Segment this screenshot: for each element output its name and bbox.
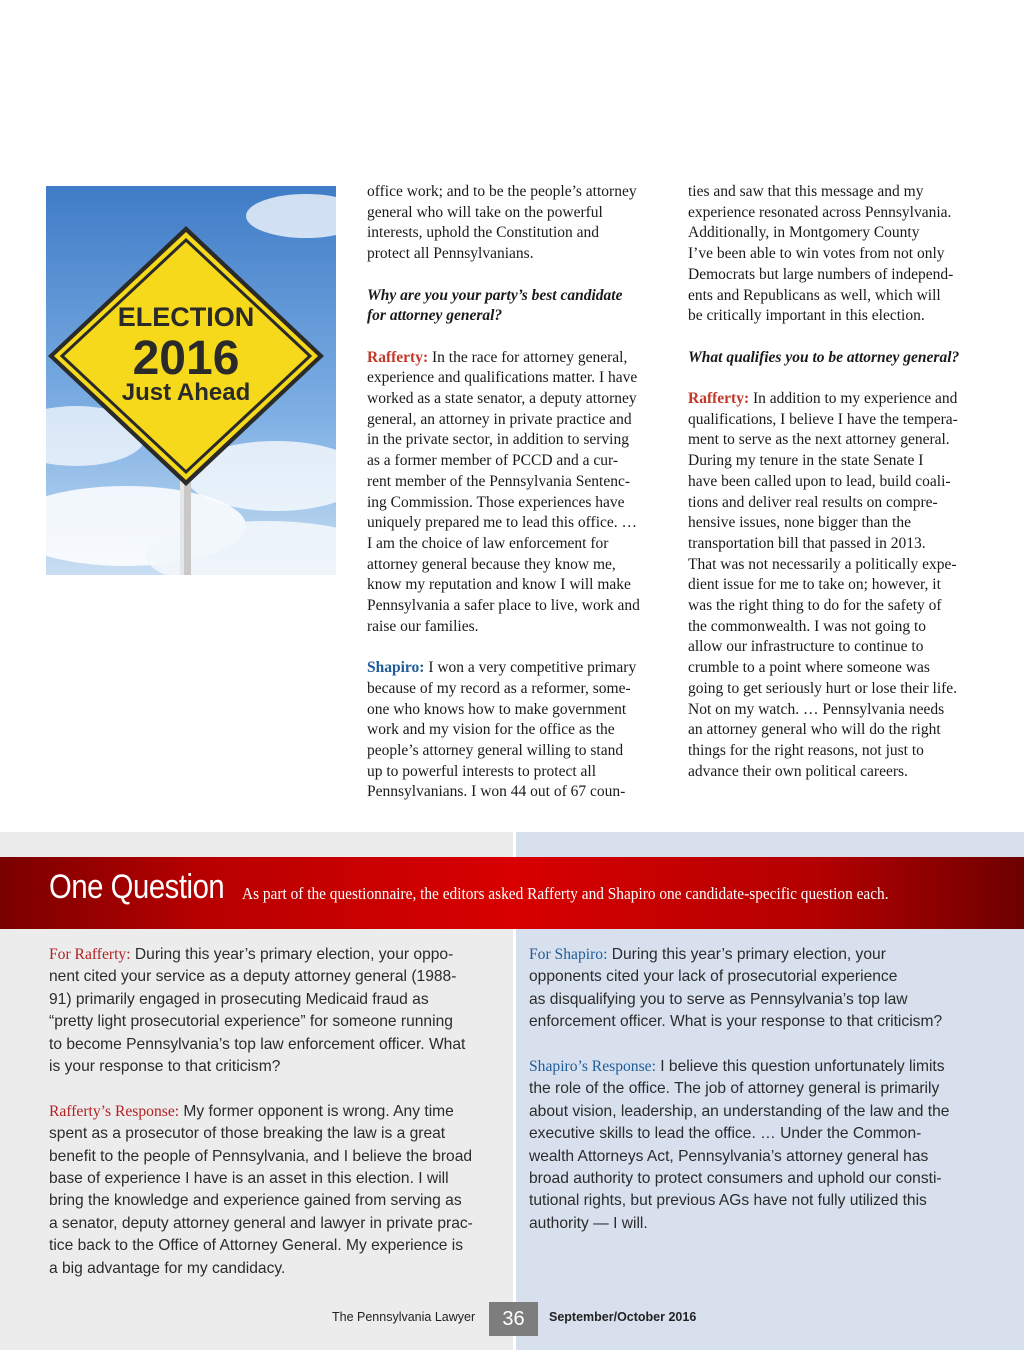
publication-name: The Pennsylvania Lawyer <box>332 1310 476 1324</box>
speaker-rafferty: Rafferty: <box>688 390 750 407</box>
label-for-rafferty: For Rafferty: <box>49 946 131 963</box>
shapiro-question: For Shapiro: During this year’s primary election, your opponents cited your lack of prosecutorial experience as disqualifying you to serve as Pennsylvania’s top law enforcement officer. What is your response to that criticism? <box>529 946 943 1031</box>
question: Why are you your party’s best candidate for attorney general? <box>367 286 623 325</box>
paragraph: office work; and to be the people’s attorney general who will take on the powerful interests, uphold the Constitution and protect all Pennsylvanians. <box>367 183 637 263</box>
rafferty-response: Rafferty’s Response: My former opponent is wrong. Any time spent as a prosecutor of those breaking the law is a great benefit to the people of Pennsylvania, and I believe the broad base of experience I have is an asset in this election. I will bring the knowledge and experience gained from serving as a senator, deputy attorney general and lawyer in private prac- tice back to the Office of Attorney General. My experience is a big advantage for my candidacy. <box>49 1102 473 1277</box>
article-column-2 <box>688 182 988 803</box>
rafferty-question-box <box>49 944 504 1302</box>
rafferty-answer: Rafferty: In addition to my experience and qualifications, I believe I have the tempera- ment to serve as the next attorney general. During my tenure in the state Senate I have been called upon to lead, build coali- tions and deliver real results on compre- hensive issues, none bigger than the transportation bill that passed in 2013. That was not necessarily a politically expe- dient issue for me to take on; however, it was the right thing to do for the safety of the commonwealth. I was not going to allow our infrastructure to continue to crumble to a point where someone was going to get seriously hurt or lose their life. Not on my watch. … Pennsylvania needs an attorney general who will do the right things for the right reasons, not just to advance their own political careers. <box>688 390 958 780</box>
speaker-shapiro: Shapiro: <box>367 659 425 677</box>
banner-title: One Question <box>49 868 225 906</box>
rafferty-answer: Rafferty: In the race for attorney general, experience and qualifications matter. I have worked as a state senator, a deputy attorney general, an attorney in private practice and in the private sector, in addition to serving as a former member of PCCD and a cur- rent member of the Pennsylvania Sentenc- ing Commission. Those experiences have uniquely prepared me to lead this office. … I am the choice of law enforcement for attorney general because they know me, know my reputation and know I will make Pennsylvania a safer place to live, work and raise our families. <box>367 348 640 635</box>
paragraph: ties and saw that this message and my experience resonated across Pennsylvania. Additionally, in Montgomery County I’ve been able to win votes from not only Democrats but large numbers of independ- ents and Republicans as well, which will be critically important in this election. <box>688 183 954 325</box>
sign-line-1: ELECTION <box>117 302 255 332</box>
issue-date: September/October 2016 <box>549 1310 697 1324</box>
rafferty-question: For Rafferty: During this year’s primary election, your oppo- nent cited your service as a deputy attorney general (1988- 91) primarily engaged in prosecuting Medicaid fraud as “pretty light prosecutorial experience” for someone running to become Pennsylvania’s top law enforcement officer. What is your response to that criticism? <box>49 946 466 1076</box>
label-for-shapiro: For Shapiro: <box>529 946 608 963</box>
sign-line-3: Just Ahead <box>121 379 251 406</box>
label-rafferty-response: Rafferty’s Response: <box>49 1102 180 1120</box>
article-column-1 <box>367 182 667 824</box>
sign-line-2: 2016 <box>132 332 240 385</box>
shapiro-question-box <box>529 944 989 1258</box>
banner-subtitle: As part of the questionnaire, the editors asked Rafferty and Shapiro one candidate-specific question each. <box>242 884 889 903</box>
page-number: 36 <box>489 1302 538 1336</box>
speaker-rafferty: Rafferty: <box>367 348 429 366</box>
shapiro-response: Shapiro’s Response: I believe this question unfortunately limits the role of the office. The job of attorney general is primarily about vision, leadership, an understanding of the law and the executive skills to lead the office. … Under the Common- wealth Attorneys Act, Pennsylvania’s attorney general has broad authority to protect consumers and uphold our consti- tutional rights, but previous AGs have not fully utilized this authority — I will. <box>529 1058 950 1232</box>
election-sign-photo <box>46 186 336 575</box>
question: What qualifies you to be attorney general? <box>688 348 960 366</box>
shapiro-answer: Shapiro: I won a very competitive primary because of my record as a reformer, some- one who knows how to make government work and my vision for the office as the people’s attorney general willing to stand up to powerful interests to protect all Pennsylvanians. I won 44 out of 67 coun- <box>367 659 637 801</box>
label-shapiro-response: Shapiro’s Response: <box>529 1058 656 1076</box>
